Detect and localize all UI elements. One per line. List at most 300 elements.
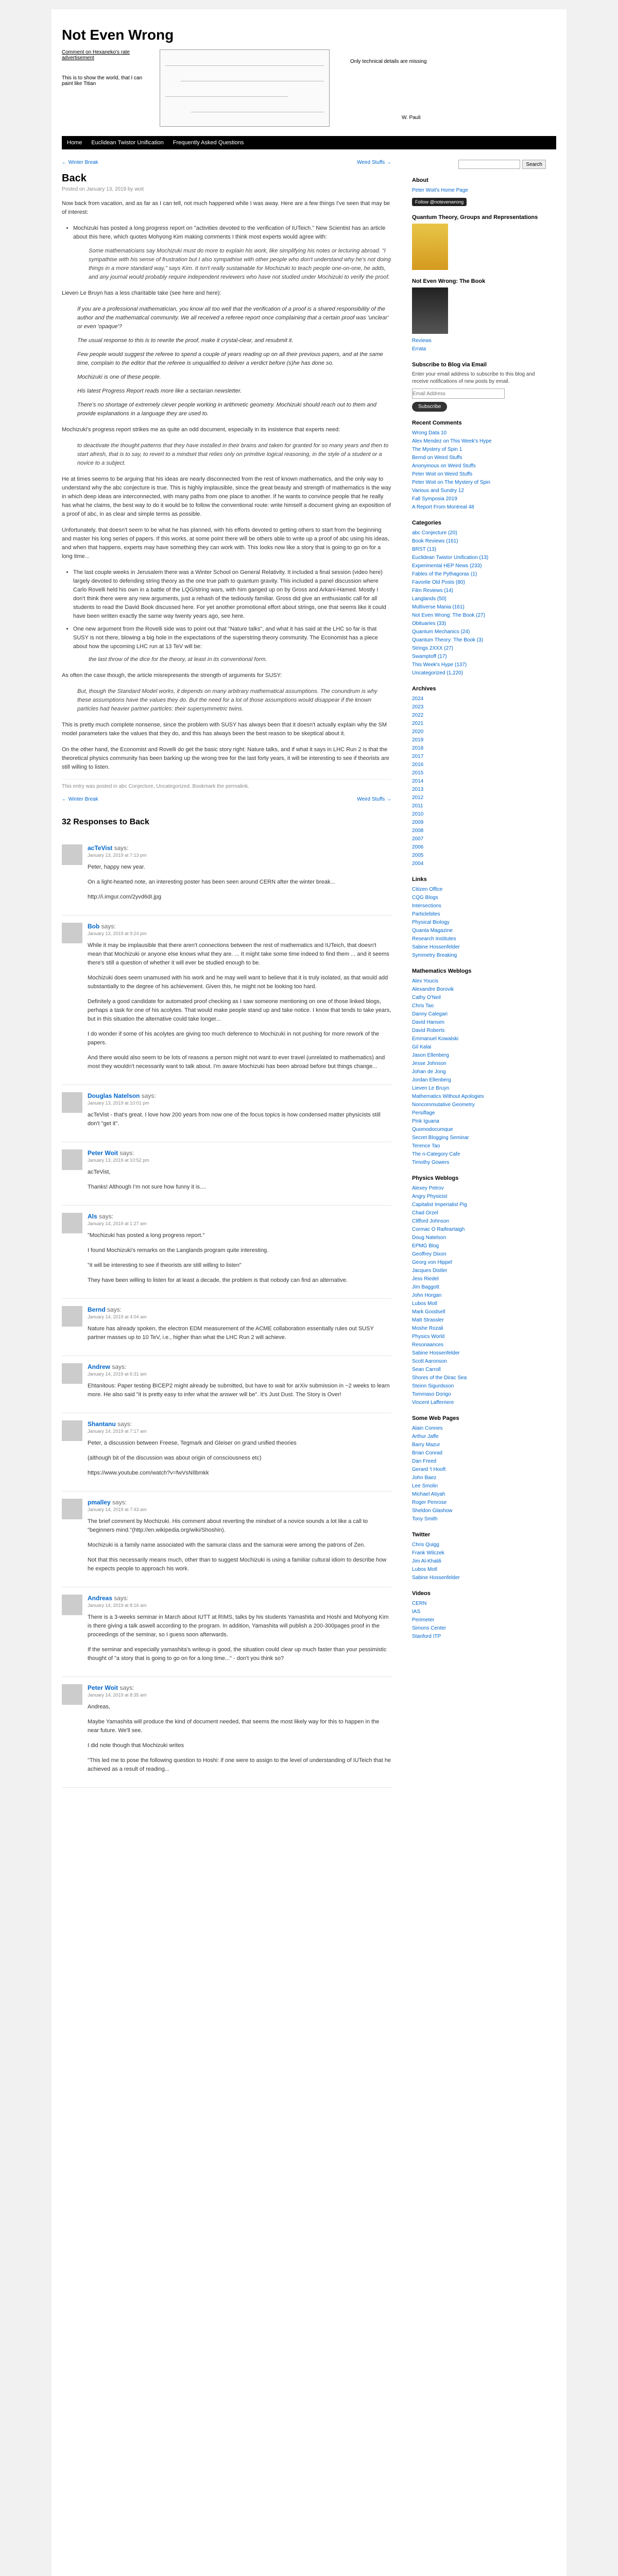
recent-comment-link[interactable]: The Mystery of Spin 1 (412, 447, 462, 452)
entry-utility: This entry was posted in abc Conjecture, Uncategorized. Bookmark the permalink. (62, 779, 391, 789)
archive-year-link[interactable]: 2019 (412, 737, 424, 743)
phys-blog-link[interactable]: Sabine Hossenfelder (412, 1350, 460, 1356)
page (52, 9, 566, 2576)
twitter-link[interactable]: Jim Al-Khalili (412, 1558, 441, 1564)
phys-blog-link[interactable]: Angry Physicist (412, 1194, 448, 1199)
archive-year-link[interactable]: 2020 (412, 729, 424, 735)
sidebar-link[interactable]: Particlebites (412, 911, 440, 917)
comment (62, 916, 391, 1085)
archive-year-link[interactable]: 2022 (412, 713, 424, 718)
archive-year-link[interactable]: 2004 (412, 861, 424, 867)
columns (62, 160, 556, 1788)
main-nav (62, 136, 556, 149)
math-blog-link[interactable]: Pink Iguana (412, 1118, 439, 1124)
archive-year-link[interactable]: 2012 (412, 795, 424, 801)
comment-date[interactable]: January 14, 2019 at 8:16 am (88, 1603, 147, 1608)
phys-blog-link[interactable]: Steinn Sigurdsson (412, 1383, 454, 1389)
videos-list (412, 1600, 546, 1641)
post-meta: Posted on January 13, 2019 by woit (62, 187, 144, 192)
video-link[interactable]: Stanford ITP (412, 1634, 441, 1639)
avatar (62, 923, 82, 943)
avatar (62, 1092, 82, 1113)
links-list (412, 886, 546, 960)
says-label: says: (112, 1363, 127, 1370)
math-blog-link[interactable]: Gil Kalai (412, 1044, 432, 1050)
comment (62, 1413, 391, 1492)
recent-comment-link[interactable]: Anonymous on Weird Stuffs (412, 463, 476, 469)
web-page-link[interactable]: Tony Smith (412, 1516, 438, 1522)
qt-book-cover[interactable] (412, 224, 448, 270)
main-content (62, 160, 402, 1788)
web-page-link[interactable]: Lee Smolin (412, 1483, 438, 1489)
archive-year-link[interactable]: 2015 (412, 770, 424, 776)
qt-book-heading[interactable]: Quantum Theory, Groups and Representations (412, 214, 538, 221)
quote-paragraph: The usual response to this is to rewrite the proof, make it crystal-clear, and resubmit it. (77, 337, 294, 344)
comment-date[interactable]: January 14, 2019 at 8:35 am (88, 1692, 147, 1698)
twitter-link[interactable]: Sabine Hossenfelder (412, 1575, 460, 1581)
sidebar-link[interactable]: Physical Biology (412, 920, 450, 925)
web-page-link[interactable]: Roger Penrose (412, 1500, 447, 1505)
comment-paragraph: If the seminar and especially yamashita's writeup is good, the situation could clear up much faster than your pessimistic thought of "a story that is going to go on for a long time..." - don't you think so? (88, 1647, 387, 1662)
comment-author-name[interactable]: Andrew (88, 1363, 111, 1370)
book-links (412, 337, 546, 353)
comment-paragraph: They have been willing to listen for at least a decade, the problem is that nobody can find an alternative. (88, 1277, 348, 1283)
comment-author-name[interactable]: Shantanu (88, 1420, 116, 1428)
math-blog-link[interactable]: Timothy Gowers (412, 1160, 450, 1165)
header-left (62, 49, 154, 132)
comment-date[interactable]: January 13, 2019 at 7:13 pm (88, 853, 147, 858)
phys-blog-link[interactable]: Vincent Lafferriere (412, 1400, 454, 1405)
comment-list (62, 837, 391, 1788)
comment-paragraph: "Mochizuki has posted a long progress report." (88, 1232, 205, 1239)
says-label: says: (117, 1420, 132, 1428)
video-link[interactable]: IAS (412, 1609, 421, 1615)
archive-year-link[interactable]: 2016 (412, 762, 424, 768)
comment-author-name[interactable]: Douglas Natelson (88, 1092, 140, 1099)
sidebar-link[interactable]: Intersections (412, 903, 441, 909)
phys-heading: Physics Weblogs (412, 1175, 459, 1181)
comment-author (88, 1363, 391, 1370)
math-blog-link[interactable]: Danny Calegari (412, 1011, 448, 1017)
post-paragraph: As often the case though, the article misrepresents the strength of arguments for SUSY: (62, 672, 282, 679)
avatar (62, 1420, 82, 1441)
comment-paragraph: While it may be implausible that there aren't connections between the rest of mathematics and IUTeich, that doesn't mean that Mochizuki or anyone else knows what they are. ... It might take some time indeed to find them ... and it seems there's still a question of whether it will ever be studied enough to be. (88, 942, 389, 966)
math-blog-link[interactable]: Emmanuel Kowalski (412, 1036, 459, 1042)
phys-blog-link[interactable]: Chad Orzel (412, 1210, 438, 1216)
category-link[interactable]: Euclidean Twistor Unification (13) (412, 555, 489, 561)
comment-paragraph: There is a 3-weeks seminar in March about IUTT at RIMS, talks by his students Yamashita and Hoshi and Mohyong Kim is there giving a talk aswell according to the program. In addition, Yamashita will publish a 200-300pages proof in the proceedings of the seminar, so I guess soon afterwards. (88, 1614, 389, 1638)
category-link[interactable]: Film Reviews (14) (412, 588, 454, 594)
post-paragraph: He at times seems to be arguing that his ideas are nearly disconnected from the rest of known mathematics, and the only way to understand why the abc conjecture is true. This is highly implausible, since the great beauty and strength of mathematics is the way in which deep ideas are interconnected, with many paths from one place to another. If he wants to convince people that he really has what he claims, the best way to do it would be to follow the conventional route: write himself a document giving an exposition of a proof of abc, in as clear and simple terms as possible. (62, 476, 391, 517)
phys-blog-link[interactable]: Geoffrey Dixon (412, 1251, 447, 1257)
quote-block (77, 305, 391, 418)
category-link[interactable]: Multiverse Mania (161) (412, 604, 465, 610)
web-page-link[interactable]: Sheldon Glashow (412, 1508, 453, 1514)
comment-paragraph: "This led me to pose the following question to Hoshi: if one were to assign to the level of understanding of IUTeich that he achieved as a result of reading... (88, 1757, 391, 1772)
phys-blog-link[interactable]: Jacques Distler (412, 1268, 448, 1274)
web-page-link[interactable]: Arthur Jaffe (412, 1434, 439, 1439)
comment-date[interactable]: January 13, 2019 at 10:52 pm (88, 1158, 149, 1163)
header-right-note: Only technical details are missing (350, 59, 427, 64)
recent-comment-link[interactable]: Various and Sundry 12 (412, 488, 464, 494)
recent-comment-link[interactable]: A Report From Montreal 48 (412, 504, 474, 510)
web-heading: Some Web Pages (412, 1415, 459, 1421)
twitter-link[interactable]: Frank Wilczek (412, 1550, 444, 1556)
post-nav-bottom (62, 796, 391, 802)
recent-comment-link[interactable]: Peter Woit on The Mystery of Spin (412, 480, 490, 485)
math-blog-link[interactable]: Secret Blogging Seminar (412, 1135, 469, 1141)
comment (62, 1677, 391, 1788)
follow-button[interactable]: Follow @notevenwrong (412, 198, 467, 206)
twitter-link[interactable]: Chris Quigg (412, 1542, 439, 1548)
sidebar-link[interactable]: CQG Blogs (412, 895, 438, 901)
category-link[interactable]: Strings 2XXX (27) (412, 646, 454, 651)
comment-paragraph: I found Mochizuki's remarks on the Langlands program quite interesting. (88, 1247, 269, 1253)
says-label: says: (99, 1213, 114, 1220)
comment-paragraph: Mochizuki does seem unamused with his work and he may well want to believe that it is truly isolated, as that would add substantially to the degree of his achievement. Given this, he might not be looking too hard. (88, 975, 388, 990)
comment-paragraph: On a light-hearted note, an interesting poster has been seen around CERN after the winter break... (88, 879, 335, 885)
comment (62, 1299, 391, 1356)
links-heading: Links (412, 876, 427, 883)
subscribe-text: Enter your email address to subscribe to this blog and receive notifications of new posts by email. (412, 371, 535, 384)
video-link[interactable]: CERN (412, 1601, 427, 1606)
bullet-text: Mochizuki has posted a long progress report on "activities devoted to the verification of IUTeich." New Scientist has an article about this here, which quotes Mohyong Kim making comments I think most experts would agree with: (73, 225, 386, 240)
nav-faq[interactable]: Frequently Asked Questions (173, 140, 244, 146)
comment-date[interactable]: January 14, 2019 at 4:04 am (88, 1314, 147, 1319)
says-label: says: (119, 1149, 134, 1157)
comment-paragraph: Not that this necessarily means much, other than to suggest Mochizuki is using a familiar cultural idiom to describe how he expects people to approach his work. (88, 1557, 387, 1572)
phys-blog-link[interactable]: Alexey Petrov (412, 1185, 444, 1191)
archive-year-link[interactable]: 2017 (412, 754, 424, 759)
category-link[interactable]: Book Reviews (161) (412, 538, 458, 544)
phys-blog-link[interactable]: Lubos Motl (412, 1301, 437, 1307)
video-link[interactable]: Perimeter (412, 1617, 435, 1623)
recent-comment-link[interactable]: Alex Mendez on This Week's Hype (412, 438, 492, 444)
phys-blog-link[interactable]: EPMG Blog (412, 1243, 439, 1249)
avatar (62, 1149, 82, 1170)
comment-paragraph: Peter, happy new year. (88, 864, 145, 870)
responses-title: 32 Responses to Back (62, 818, 149, 826)
comment-paragraph: The brief comment by Mochizuki. His comment about reverting the mindset of a novice sounds a lot like a call to "beginners mind."(http://en.wikipedia.org/wiki/Shoshin). (88, 1518, 368, 1533)
category-link[interactable]: Langlands (50) (412, 596, 447, 602)
archive-year-link[interactable]: 2010 (412, 811, 424, 817)
archive-year-link[interactable]: 2008 (412, 828, 424, 834)
sidebar-link[interactable]: Symmetry Breaking (412, 953, 457, 958)
comment-date[interactable]: January 14, 2019 at 6:31 am (88, 1371, 147, 1377)
categories-list (412, 529, 546, 677)
says-label: says: (107, 1306, 122, 1313)
header-signature: W. Pauli (402, 115, 421, 121)
category-link[interactable]: This Week's Hype (137) (412, 662, 467, 668)
comment-date[interactable]: January 13, 2019 at 9:24 pm (88, 931, 147, 936)
category-link[interactable]: Fables of the Pythagoras (1) (412, 571, 477, 577)
archive-year-link[interactable]: 2006 (412, 844, 424, 850)
video-link[interactable]: Simons Center (412, 1625, 447, 1631)
comment (62, 1492, 391, 1587)
nav-twistor[interactable]: Euclidean Twistor Unification (91, 140, 164, 146)
phys-blog-link[interactable]: Shores of the Dirac Sea (412, 1375, 467, 1381)
comment-author-name[interactable]: acTeVist (88, 844, 113, 852)
web-page-link[interactable]: Gerard 't Hooft (412, 1467, 446, 1472)
web-page-link[interactable]: Michael Atiyah (412, 1492, 445, 1497)
comment-paragraph: Nature has already spoken, the electron EDM measurement of the ACME collaboration essentially rules out SUSY partner masses up to 10 TeV, i.e., higher than what the LHC Run 2 will achieve. (88, 1326, 374, 1341)
category-link[interactable]: Uncategorized (1,220) (412, 670, 463, 676)
quote: Some mathematicians say Mochizuki must do more to explain his work, like simplifying his notes or lecturing abroad. "I sympathise with his sense of frustration but I also sympathise with other people who don't understand why he's not doing things in a more standard way," says Kim. It isn't really sustainable for Mochizuki to teach people one-on-one, he adds, and any journal would probably require independent reviewers who have not studied under Mochizuki to verify the proof. (89, 248, 391, 280)
comment-author-name[interactable]: Bernd (88, 1306, 106, 1313)
comment-paragraph: Maybe Yamashita will produce the kind of document needed, that seems the most likely way for this to happen in the near future. We'll see. (88, 1719, 380, 1734)
comment-author-name[interactable]: pmalley (88, 1499, 111, 1506)
math-blogs-list (412, 977, 546, 1167)
quote: the last throw of the dice for the theory, at least in its conventional form. (89, 656, 267, 663)
comment-paragraph: And there would also seem to be lots of reasons a person might not want to ever travel (unrelated to mathematics) and most they wouldn't necessarily want to talk about. I'm aware Mochizuki has been abroad before but things change... (88, 1055, 385, 1070)
comment-date[interactable]: January 13, 2019 at 10:01 pm (88, 1100, 149, 1106)
phys-blog-link[interactable]: Capitalist Imperialist Pig (412, 1202, 467, 1208)
quote-paragraph: His latest Progress Report reads more like a sectarian newsletter. (77, 388, 242, 394)
says-label: says: (141, 1092, 156, 1099)
avatar (62, 1306, 82, 1327)
comment-paragraph: Thanks! Although I'm not sure how funny it is.... (88, 1184, 207, 1190)
comment (62, 837, 391, 916)
comment-paragraph: https://www.youtube.com/watch?v=fwVsNIlbmkk (88, 1470, 209, 1476)
category-link[interactable]: Experimental HEP News (233) (412, 563, 482, 569)
web-pages-list (412, 1425, 546, 1523)
phys-blog-link[interactable]: Physics World (412, 1334, 445, 1340)
recent-heading: Recent Comments (412, 420, 462, 426)
comment-paragraph: "it will be interesting to see if theorists are still willing to listen" (88, 1262, 242, 1268)
web-page-link[interactable]: Barry Mazur (412, 1442, 440, 1448)
comment-author (88, 1684, 391, 1691)
comment-author-name[interactable]: Peter Woit (88, 1149, 118, 1157)
phys-blog-link[interactable]: Clifford Johnson (412, 1218, 450, 1224)
math-blog-link[interactable]: Chris Tao (412, 1003, 434, 1009)
quote-paragraph: Mochizuki is one of these people. (77, 374, 161, 380)
web-page-link[interactable]: Brian Conrad (412, 1450, 442, 1456)
post-paragraph: Lieven Le Bruyn has a less charitable take (see here and here): (62, 290, 221, 296)
phys-blog-link[interactable]: Moshe Rozali (412, 1326, 443, 1331)
category-link[interactable]: Quantum Theory: The Book (3) (412, 637, 484, 643)
comment-paragraph: http://i.imgur.com/2yvd6dI.jpg (88, 894, 162, 900)
category-link[interactable]: BRST (13) (412, 547, 437, 552)
math-blog-link[interactable]: The n-Category Cafe (412, 1151, 460, 1157)
comment-author (88, 1149, 391, 1157)
post-paragraph: On the other hand, the Economist and Rovelli do get the basic story right: Nature talks, and if what it says in LHC Run 2 is that the theoretical physics community has been barking up the wrong tree for the last forty years, it will be interesting to see if theorists are still willing to listen. (62, 747, 389, 770)
recent-comment-link[interactable]: Bernd on Weird Stuffs (412, 455, 462, 461)
categories-heading: Categories (412, 520, 441, 526)
comment-paragraph: I do wonder if some of his acolytes are giving too much deference to Mochizuki in not pushing for more rework of the papers. (88, 1031, 380, 1046)
new-book-cover[interactable] (412, 287, 448, 334)
comment-paragraph: acTeVist, (88, 1169, 111, 1175)
category-link[interactable]: abc Conjecture (20) (412, 530, 457, 536)
quote-paragraph: There's no shortage of extremely clever people working in arithmetic geometry. Mochizuki should reach out to them and provide explanations in a language they are used to. (77, 402, 376, 417)
web-page-link[interactable]: John Baez (412, 1475, 437, 1481)
recent-comment-link[interactable]: Fall Symposia 2019 (412, 496, 457, 502)
comment (62, 1587, 391, 1677)
avatar (62, 1213, 82, 1233)
errata-link[interactable]: Errata (412, 346, 426, 352)
phys-blog-link[interactable]: Jim Baggott (412, 1284, 439, 1290)
sidebar-link[interactable]: Sabine Hossenfelder (412, 944, 460, 950)
site-title[interactable]: Not Even Wrong (62, 27, 174, 43)
next-post-link[interactable]: Weird Stuffs → (357, 160, 391, 165)
header-note: This is to show the world, that I can paint like Titian (62, 75, 143, 87)
web-page-link[interactable]: Alain Connes (412, 1426, 443, 1431)
comment-author (88, 1092, 391, 1099)
math-blog-link[interactable]: Jesse Johnson (412, 1061, 447, 1066)
about-heading: About (412, 177, 428, 183)
says-label: says: (114, 844, 129, 852)
web-page-link[interactable]: Dan Freed (412, 1459, 437, 1464)
math-blog-link[interactable]: Noncommutative Geometry (412, 1102, 475, 1108)
category-link[interactable]: Quantum Mechanics (24) (412, 629, 470, 635)
math-blog-link[interactable]: Mathematics Without Apologies (412, 1094, 484, 1099)
phys-blog-link[interactable]: Tommaso Dorigo (412, 1392, 451, 1397)
home-page-link[interactable]: Peter Woit's Home Page (412, 188, 468, 193)
comment-author-name[interactable]: Peter Woit (88, 1684, 118, 1691)
math-heading: Mathematics Weblogs (412, 968, 472, 974)
post-paragraph: Now back from vacation, and as far as I can tell, not much happened while I was away. Here are a few things I've seen that may be of interest: (62, 200, 390, 215)
comment-author (88, 1306, 391, 1313)
comment-author-name[interactable]: Bob (88, 923, 100, 930)
post-bullet (73, 625, 391, 664)
category-link[interactable]: Not Even Wrong: The Book (27) (412, 613, 485, 618)
math-blog-link[interactable]: Alexandre Borovik (412, 987, 454, 992)
prev-post-link[interactable]: ← Winter Break (62, 796, 98, 802)
post-list (73, 568, 391, 664)
math-blog-link[interactable]: Alex Youcis (412, 978, 439, 984)
new-book-heading[interactable]: Not Even Wrong: The Book (412, 278, 486, 284)
archive-year-link[interactable]: 2024 (412, 696, 424, 702)
archive-year-link[interactable]: 2009 (412, 820, 424, 825)
math-blog-link[interactable]: Persiflage (412, 1110, 435, 1116)
archive-year-link[interactable]: 2021 (412, 721, 424, 726)
archive-year-link[interactable]: 2013 (412, 787, 424, 792)
phys-blog-link[interactable]: John Horgan (412, 1293, 442, 1298)
videos-heading: Videos (412, 1590, 431, 1597)
comment-paragraph: acTeVist - that's great. I love how 200 years from now one of the focus topics is how condensed matter physicists still don't "get it". (88, 1112, 381, 1127)
phys-blog-link[interactable]: Resonaances (412, 1342, 444, 1348)
math-blog-link[interactable]: Terence Tao (412, 1143, 440, 1149)
comment-paragraph: Ehtanitous: Paper testing BICEP2 might already be submitted, but have to wait for arXiv submission in ~2 weeks to learn more. He also said "it is pretty easy to infer what the answer will be". It's Just Dust. The Story is Over! (88, 1383, 390, 1398)
math-blog-link[interactable]: David Hansen (412, 1020, 444, 1025)
recent-comment-link[interactable]: Peter Woit on Weird Stuffs (412, 471, 473, 477)
bullet-text: One new argument from the Rovelli side was to point out that "Nature talks", and what it has said at the LHC so far is that SUSY is not there, blowing a big hole in the expectations of the superstring theory community. The Economist has a piece about how the upcoming LHC run at 13 TeV will be: (73, 626, 378, 650)
math-blog-link[interactable]: Jason Ellenberg (412, 1053, 449, 1058)
archives-heading: Archives (412, 686, 436, 692)
archive-year-link[interactable]: 2011 (412, 803, 423, 809)
recent-comments (412, 429, 546, 512)
says-label: says: (112, 1499, 127, 1506)
about-links (412, 187, 546, 195)
phys-blog-link[interactable]: Jess Riedel (412, 1276, 439, 1282)
says-label: says: (101, 923, 116, 930)
post-paragraph: Mochizuki's progress report strikes me as quite an odd document, especially in its insistence that experts need: (62, 427, 340, 433)
twitter-heading: Twitter (412, 1532, 431, 1538)
archive-year-link[interactable]: 2005 (412, 853, 424, 858)
search-button[interactable]: Search (522, 160, 546, 169)
phys-blog-link[interactable]: Sean Carroll (412, 1367, 441, 1372)
category-link[interactable]: Favorite Old Posts (80) (412, 580, 465, 585)
nav-home[interactable]: Home (67, 140, 82, 146)
comment-paragraph: (although bit of the discussion was about origin of consciousness etc) (88, 1455, 262, 1461)
comment (62, 1142, 391, 1206)
search-row (412, 160, 546, 169)
quote-paragraph: Few people would suggest the referee to spend a couple of years reading up on all their previous papers, and at the same time, complain to the editor that the referee is unqualified to deliver a verdict before (s)he has done so. (77, 351, 383, 366)
search-input[interactable] (458, 160, 520, 169)
phys-blog-link[interactable]: Matt Strassler (412, 1317, 444, 1323)
comment-author (88, 1420, 391, 1428)
archive-year-link[interactable]: 2014 (412, 778, 424, 784)
comment-paragraph: Andreas, (88, 1704, 111, 1710)
comment-author (88, 1595, 391, 1602)
next-post-link[interactable]: Weird Stuffs → (357, 796, 391, 802)
comment (62, 1206, 391, 1299)
category-link[interactable]: Obituaries (33) (412, 621, 447, 626)
math-blog-link[interactable]: Cathy O'Neil (412, 995, 441, 1001)
twitter-list (412, 1541, 546, 1582)
math-blog-link[interactable]: David Roberts (412, 1028, 445, 1033)
post-bullet: • The last couple weeks in Jerusalem there was a Winter School on General Relativity. It included a final session (video here) largely devoted to defending string theory as the one true path to quantum gravity. This included a panel discussion where Carlo Rovelli held his own in a battle of the LQG/string wars, with him ganged up on by Gross and Arkani-Hamed. Mostly I don't think there were any new arguments, just a rehash of the tediously familiar. Gross did give an enthusiastic call for all students to read the David Book discussed here. For yet another promotional effort about strings, one that seems like it could have been written exactly the same way twenty years ago, see here. (73, 568, 391, 621)
post-title: Back (62, 173, 87, 184)
phys-blog-link[interactable]: Cormac O Raifeartaigh (412, 1227, 465, 1232)
phys-blog-link[interactable]: Mark Goodsell (412, 1309, 445, 1315)
category-link[interactable]: Swamptoff (17) (412, 654, 447, 659)
sidebar-link[interactable]: Quanta Magazine (412, 928, 453, 934)
math-blog-link[interactable]: Lieven Le Bruyn (412, 1086, 450, 1091)
archive-year-link[interactable]: 2007 (412, 836, 424, 842)
post-paragraph: Unfortunately, that doesn't seem to be what he has planned, with his efforts devoted to getting others to start from the beginning and master his long series of papers. If this works, at some point there will be others able to write up a proof of abc using his ideas, and when that happens, experts may have something they can work with. This looks now like a story that is going to go on for a long time... (62, 527, 389, 560)
comment-author-name[interactable]: Andreas (88, 1595, 113, 1602)
comment-author (88, 923, 391, 930)
avatar (62, 844, 82, 865)
avatar (62, 1499, 82, 1519)
comment-date[interactable]: January 14, 2019 at 1:27 am (88, 1221, 147, 1226)
phys-blog-link[interactable]: Doug Natelson (412, 1235, 447, 1241)
avatar (62, 1363, 82, 1384)
archive-year-link[interactable]: 2023 (412, 704, 424, 710)
prev-post-link[interactable]: ← Winter Break (62, 160, 98, 165)
subscribe-heading: Subscribe to Blog via Email (412, 362, 487, 368)
subscribe-button[interactable]: Subscribe (412, 402, 447, 412)
phys-blog-link[interactable]: Scott Aaronson (412, 1359, 447, 1364)
reviews-link[interactable]: Reviews (412, 338, 432, 344)
comment-author-name[interactable]: Als (88, 1213, 97, 1220)
comment-paragraph: Peter, a discussion between Freese, Tegmark and Gleiser on grand unified theories (88, 1440, 297, 1446)
post-paragraph: This is pretty much complete nonsense, since the problem with SUSY has always been that it doesn't actually explain why the SM model parameters take the values that they do, and this has always been the best reason to be skeptical about it. (62, 722, 387, 737)
math-blog-link[interactable]: Quomodocumque (412, 1127, 453, 1132)
post-bullet (73, 224, 391, 282)
sidebar-link[interactable]: Research Institutes (412, 936, 456, 942)
header-banner (62, 49, 556, 132)
comment-paragraph: I did note though that Mochizuki writes (88, 1742, 184, 1749)
phys-blog-link[interactable]: Georg von Hippel (412, 1260, 452, 1265)
email-field[interactable] (412, 388, 505, 399)
says-label: says: (119, 1684, 134, 1691)
comment (62, 1356, 391, 1413)
header-link[interactable]: Comment on Hexaneko's rate advertisement (62, 49, 130, 61)
archive-year-link[interactable]: 2018 (412, 745, 424, 751)
comment-date[interactable]: January 14, 2019 at 7:43 am (88, 1507, 147, 1512)
quote: But, though the Standard Model works, it depends on many arbitrary mathematical assumptions. The conundrum is why these assumptions have the values they do. But the need for a lot of those assumptions would disappear if the known particles had heavier partner particles: their supersymmetric twins. (77, 688, 377, 712)
math-blog-link[interactable]: Johan de Jong (412, 1069, 446, 1075)
twitter-link[interactable]: Lubos Motl (412, 1567, 437, 1572)
sidebar (412, 160, 546, 1788)
sidebar-link[interactable]: Citizen Office (412, 887, 443, 892)
recent-comment-link[interactable]: Wrong Data 10 (412, 430, 447, 436)
avatar (62, 1684, 82, 1705)
math-blog-link[interactable]: Jordan Ellenberg (412, 1077, 451, 1083)
comment-date[interactable]: January 14, 2019 at 7:17 am (88, 1429, 147, 1434)
comment-paragraph: Mochizuki is a family name associated with the samurai class and the samurai were among the patrons of Zen. (88, 1542, 366, 1548)
